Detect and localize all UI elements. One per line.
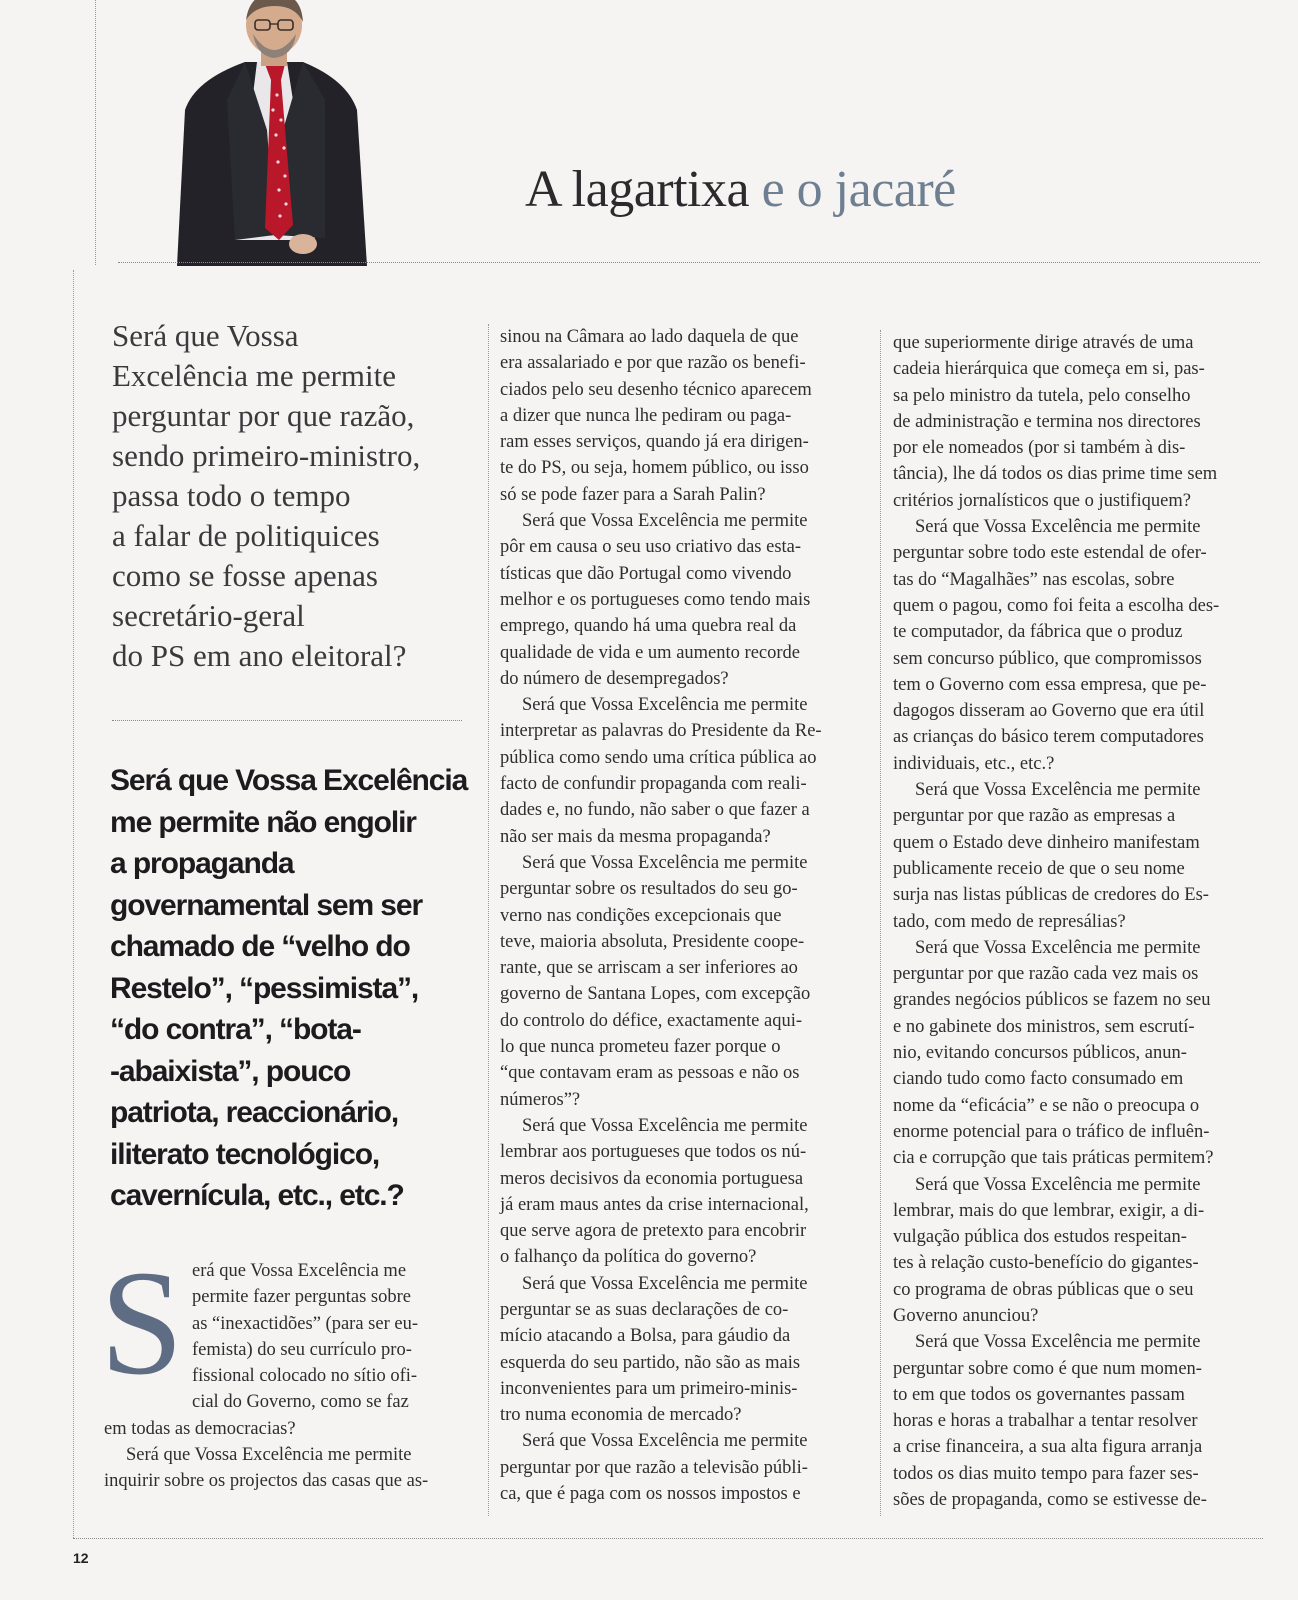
col2-line: ciados pelo seu desenho técnico aparecem	[500, 379, 812, 400]
col2-line: era assalariado e por que razão os benefi-	[500, 353, 806, 374]
col2-line: tísticas que dão Portugal como vivendo	[500, 563, 792, 584]
col2-line: inconvenientes para um primeiro-minis-	[500, 1378, 798, 1399]
col3-line: quem o Estado deve dinheiro manifestam	[893, 832, 1200, 853]
col2-line: Será que Vossa Excelência me permite	[522, 1273, 808, 1294]
col3-line: surja nas listas públicas de credores do Es-	[893, 885, 1209, 906]
col2-line: rante, que se arriscam a ser inferiores ao	[500, 958, 798, 979]
col3-line: perguntar por que razão as empresas a	[893, 806, 1176, 827]
pull-quote-line: iliterato tecnológico,	[110, 1137, 380, 1171]
col3-line: perguntar sobre todo este estendal de ofer-	[893, 543, 1207, 564]
col3-line: ciando tudo como facto consumado em	[893, 1069, 1184, 1090]
col3-line: perguntar sobre como é que num momen-	[893, 1358, 1202, 1379]
col2-line: perguntar por que razão a televisão públi-	[500, 1457, 808, 1478]
kicker-line: como se fosse apenas	[112, 558, 378, 593]
kicker-line: Excelência me permite	[112, 358, 397, 393]
col2-line: dades e, no fundo, não saber o que fazer a	[500, 800, 810, 821]
headline-part-1: A lagartixa	[525, 161, 750, 218]
col2-line: do número de desempregados?	[500, 668, 729, 689]
pull-quote-line: Restelo”, “pessimista”,	[110, 971, 419, 1005]
col3-line: nio, evitando concursos públicos, anun-	[893, 1043, 1187, 1064]
col2-line: o falhanço da política do governo?	[500, 1247, 757, 1268]
col3-line: nome da “eficácia” e se não o preocupa o	[893, 1095, 1200, 1116]
col3-line: Será que Vossa Excelência me permite	[915, 1332, 1201, 1353]
col2-line: ca, que é paga com os nossos impostos e	[500, 1484, 801, 1505]
col3-line: horas e horas a trabalhar a tentar resolver	[893, 1411, 1198, 1432]
col2-line: números”?	[500, 1089, 581, 1110]
col3-line: grandes negócios públicos se fazem no seu	[893, 990, 1211, 1011]
col3-line: sões de propaganda, como se estivesse de-	[893, 1490, 1207, 1511]
col2-line: Será que Vossa Excelência me permite	[522, 1115, 808, 1136]
col3-line: critérios jornalísticos que o justifiquem?	[893, 490, 1191, 511]
col2-line: perguntar se as suas declarações de co-	[500, 1299, 789, 1320]
pull-quote-line: a propaganda	[110, 847, 294, 880]
kicker-line: a falar de politiquices	[112, 518, 380, 553]
col2-line: emprego, quando há uma quebra real da	[500, 616, 797, 637]
pull-quote	[110, 760, 480, 1217]
kicker-line: secretário-geral	[112, 598, 305, 633]
margin-rule-left	[73, 270, 74, 1538]
col3-line: Será que Vossa Excelência me permite	[915, 1174, 1201, 1195]
col2-line: Será que Vossa Excelência me permite	[522, 1431, 808, 1452]
col3-line: todos os dias muito tempo para fazer ses-	[893, 1463, 1199, 1484]
col2-line: te do PS, ou seja, homem público, ou isso	[500, 458, 809, 479]
col3-line: que superiormente dirige através de uma	[893, 333, 1194, 353]
col3-line: por ele nomeados (por si também à dis-	[893, 438, 1186, 459]
col1-line: em todas as democracias?	[104, 1418, 296, 1439]
col1-line: Será que Vossa Excelência me permite	[126, 1445, 412, 1466]
col2-line: Será que Vossa Excelência me permite	[522, 695, 808, 716]
pull-quote-line: governamental sem ser	[110, 888, 423, 922]
col3-line: tem o Governo com essa empresa, que pe-	[893, 674, 1207, 695]
pull-quote-line: cavernícula, etc., etc.?	[110, 1179, 404, 1212]
col3-line: to em que todos os governantes passam	[893, 1384, 1185, 1405]
col1-line: fissional colocado no sítio ofi-	[192, 1366, 418, 1387]
col2-line: não ser mais da mesma propaganda?	[500, 826, 771, 847]
col2-line: facto de confundir propaganda com reali-	[500, 774, 807, 795]
col1-line: as “inexactidões” (para ser eu-	[192, 1313, 418, 1334]
drop-cap: S	[100, 1240, 184, 1406]
col3-line: as crianças do básico terem computadores	[893, 727, 1204, 748]
kicker-line: Será que Vossa	[112, 318, 299, 353]
col3-line: e no gabinete dos ministros, sem escrutí-	[893, 1016, 1195, 1037]
col3-line: sa pelo ministro da tutela, pelo conselho	[893, 385, 1191, 406]
body-column-2	[500, 324, 870, 1507]
col2-line: lo que nunca prometeu fazer porque o	[500, 1037, 781, 1058]
col3-line: dagogos disseram ao Governo que era útil	[893, 701, 1205, 722]
body-column-1	[104, 1258, 474, 1495]
kicker-divider	[112, 720, 462, 721]
pull-quote-line: patriota, reaccionário,	[110, 1096, 399, 1129]
col2-line: meros decisivos da economia portuguesa	[500, 1168, 804, 1189]
column-divider-2	[880, 330, 881, 1516]
col3-line: Governo anunciou?	[893, 1305, 1039, 1326]
col1-line: inquirir sobre os projectos das casas que as-	[104, 1471, 429, 1492]
col1-line: femista) do seu currículo pro-	[192, 1339, 412, 1360]
col1-line: cial do Governo, como se faz	[192, 1392, 409, 1413]
col2-line: só se pode fazer para a Sarah Palin?	[500, 484, 766, 505]
kicker-line: perguntar por que razão,	[112, 398, 415, 433]
col3-line: Será que Vossa Excelência me permite	[915, 937, 1201, 958]
col2-line: melhor e os portugueses como tendo mais	[500, 589, 811, 610]
col3-line: individuais, etc., etc.?	[893, 753, 1055, 774]
col1-line: permite fazer perguntas sobre	[192, 1287, 411, 1308]
col3-line: tes à relação custo-benefício do gigantes-	[893, 1253, 1199, 1274]
margin-rule-top	[95, 0, 96, 265]
col3-line: vulgação pública dos estudos respeitan-	[893, 1227, 1187, 1248]
pull-quote-line: chamado de “velho do	[110, 930, 410, 963]
col2-line: já eram maus antes da crise internacional,	[500, 1194, 809, 1215]
column-divider-1	[488, 324, 489, 1516]
col2-line: que serve agora de pretexto para encobrir	[500, 1221, 807, 1242]
col2-line: a dizer que nunca lhe pediram ou paga-	[500, 405, 792, 426]
col2-line: ram esses serviços, quando já era dirigen-	[500, 432, 809, 453]
col3-line: tas do “Magalhães” nas escolas, sobre	[893, 569, 1175, 590]
col2-line: mício atacando a Bolsa, para gáudio da	[500, 1326, 791, 1347]
col2-line: lembrar aos portugueses que todos os nú-	[500, 1142, 807, 1163]
article-headline	[525, 160, 956, 220]
col3-line: te computador, da fábrica que o produz	[893, 622, 1183, 643]
col2-line: pôr em causa o seu uso criativo das esta-	[500, 537, 802, 558]
col3-line: a crise financeira, a sua alta figura arranja	[893, 1437, 1203, 1458]
col2-line: Será que Vossa Excelência me permite	[522, 511, 808, 532]
col2-line: do controlo do défice, exactamente aqui-	[500, 1010, 803, 1031]
pull-quote-line: “do contra”, “bota-	[110, 1013, 361, 1046]
kicker-intro	[112, 316, 482, 676]
col3-line: de administração e termina nos directores	[893, 411, 1201, 432]
col2-line: governo de Santana Lopes, com excepção	[500, 984, 811, 1005]
col3-line: Será que Vossa Excelência me permite	[915, 517, 1201, 538]
footer-divider	[73, 1538, 1263, 1539]
col3-line: publicamente receio de que o seu nome	[893, 858, 1185, 879]
pull-quote-line: Será que Vossa Excelência	[110, 764, 468, 797]
page-number: 12	[73, 1550, 89, 1566]
col3-line: enorme potencial para o tráfico de influên-	[893, 1121, 1210, 1142]
col2-line: esquerda do seu partido, não são as mais	[500, 1352, 801, 1373]
kicker-line: do PS em ano eleitoral?	[112, 638, 407, 673]
pull-quote-line: -abaixista”, pouco	[110, 1054, 351, 1088]
kicker-line: sendo primeiro-ministro,	[112, 438, 421, 473]
pull-quote-line: me permite não engolir	[110, 805, 416, 839]
col3-line: quem o pagou, como foi feita a escolha des-	[893, 595, 1220, 616]
kicker-line: passa todo o tempo	[112, 478, 351, 513]
col2-line: perguntar sobre os resultados do seu go-	[500, 879, 798, 900]
body-column-3	[893, 330, 1263, 1513]
col3-line: perguntar por que razão cada vez mais os	[893, 964, 1199, 985]
col2-line: qualidade de vida e um aumento recorde	[500, 642, 800, 663]
col3-line: Será que Vossa Excelência me permite	[915, 780, 1201, 801]
col3-line: tado, com medo de represálias?	[893, 911, 1126, 932]
col3-line: tância), lhe dá todos os dias prime time sem	[893, 464, 1218, 485]
col3-line: lembrar, mais do que lembrar, exigir, a di-	[893, 1200, 1205, 1221]
col2-line: pública como sendo uma crítica pública ao	[500, 747, 817, 768]
headline-part-2: e o jacaré	[761, 161, 956, 218]
author-portrait	[175, 0, 370, 266]
headline-divider	[118, 262, 1260, 263]
col3-line: cia e corrupção que tais práticas permitem?	[893, 1148, 1214, 1169]
col3-line: cadeia hierárquica que começa em si, pas-	[893, 359, 1205, 380]
col2-line: Será que Vossa Excelência me permite	[522, 852, 808, 873]
col2-line: “que contavam eram as pessoas e não os	[500, 1063, 800, 1084]
col2-line: interpretar as palavras do Presidente da Re-	[500, 721, 822, 742]
col2-line: teve, maioria absoluta, Presidente coope-	[500, 931, 805, 952]
col3-line: sem concurso público, que compromissos	[893, 648, 1202, 669]
col2-line: sinou na Câmara ao lado daquela de que	[500, 327, 799, 347]
col3-line: co programa de obras públicas que o seu	[893, 1279, 1194, 1300]
col2-line: tro numa economia de mercado?	[500, 1405, 742, 1426]
col2-line: verno nas condições excepcionais que	[500, 905, 782, 926]
col1-line: erá que Vossa Excelência me	[192, 1261, 407, 1281]
